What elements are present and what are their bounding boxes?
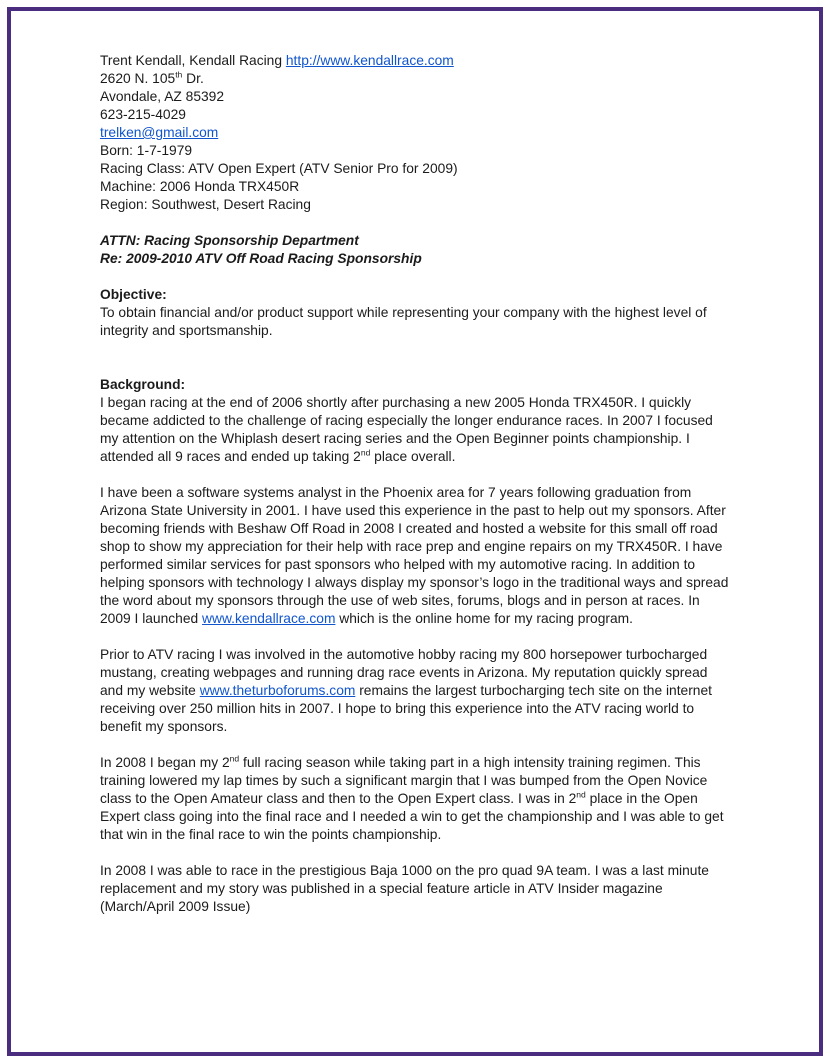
ordinal-suffix: nd: [229, 753, 240, 764]
kendallrace-link[interactable]: www.kendallrace.com: [202, 611, 336, 626]
paragraph-text: In 2008 I began my 2: [100, 755, 230, 770]
background-heading: Background:: [100, 377, 186, 392]
ordinal-suffix: nd: [360, 447, 371, 458]
contact-address-line: [100, 70, 734, 88]
paragraph-text: remains the largest turbocharging tech site on the internet receiving over 250 million hits in 2007. I hope to bring this experience into the ATV racing world to benefit my sponsors.: [100, 683, 712, 734]
address-ordinal-suffix: th: [175, 69, 183, 80]
address-street: 2620 N. 105: [100, 71, 176, 86]
contact-name-line: [100, 52, 734, 70]
paragraph-text: which is the online home for my racing program.: [335, 611, 633, 626]
background-paragraph-5: In 2008 I was able to race in the prestigious Baja 1000 on the pro quad 9A team. I was a last minute replacement and my story was published in a special feature article in ATV Insider magazine (March/April 2009 Issue): [100, 863, 709, 914]
re-line: Re: 2009-2010 ATV Off Road Racing Sponsorship: [100, 251, 422, 266]
objective-heading: Objective:: [100, 287, 167, 302]
contact-racing-class-line: Racing Class: ATV Open Expert (ATV Senior Pro for 2009): [100, 161, 458, 176]
contact-born-line: Born: 1-7-1979: [100, 143, 193, 158]
contact-machine-line: Machine: 2006 Honda TRX450R: [100, 179, 300, 194]
email-link[interactable]: trelken@gmail.com: [100, 125, 219, 140]
attn-line: ATTN: Racing Sponsorship Department: [100, 233, 359, 248]
contact-region-line: Region: Southwest, Desert Racing: [100, 197, 311, 212]
background-paragraph-4: [100, 754, 734, 844]
website-link[interactable]: http://www.kendallrace.com: [285, 53, 454, 68]
background-paragraph-3: [100, 646, 734, 736]
spacer: [100, 268, 734, 286]
background-paragraph-1: [100, 394, 734, 466]
paragraph-text: full racing season while taking part in a high intensity training regimen. This training lowered my lap times by such a significant margin that I was bumped from the Open Novice class to the Open Amateur class and then to the Open Expert class. I was in 2: [100, 755, 708, 806]
letter-content: [11, 11, 819, 916]
spacer: [100, 214, 734, 232]
paragraph-text: I began racing at the end of 2006 shortly after purchasing a new 2005 Honda TRX450R. I quickly became addicted to the challenge of racing especially the longer endurance races. In 2007 I focused my attention on the Whiplash desert racing series and the Open Beginner points championship. I attended all 9 races and ended up taking 2: [100, 395, 713, 464]
contact-city-line: Avondale, AZ 85392: [100, 89, 225, 104]
contact-email-line: [100, 124, 734, 142]
paragraph-text: Prior to ATV racing I was involved in the automotive hobby racing my 800 horsepower turbocharged mustang, creating webpages and running drag race events in Arizona. My reputation quickly spread and my website: [100, 647, 708, 698]
objective-body: To obtain financial and/or product support while representing your company with the highest level of integrity and sportsmanship.: [100, 305, 707, 338]
turboforums-link[interactable]: www.theturboforums.com: [199, 683, 356, 698]
paragraph-text: place overall.: [370, 449, 456, 464]
contact-phone-line: 623-215-4029: [100, 107, 186, 122]
paragraph-text: I have been a software systems analyst in the Phoenix area for 7 years following graduation from Arizona State University in 2001. I have used this experience in the past to help out my sponsors. After becoming friends with Beshaw Off Road in 2008 I created and hosted a website for this small off road shop to show my appreciation for their help with race prep and engine repairs on my TRX450R. I have performed similar services for past sponsors who helped with my automotive racing. In addition to helping sponsors with technology I always display my sponsor’s logo in the traditional ways and spread the word about my sponsors through the use of web sites, forums, blogs and in person at races. In 2009 I launched: [100, 485, 729, 626]
address-street-suffix: Dr.: [182, 71, 204, 86]
spacer: [100, 358, 734, 376]
contact-name: Trent Kendall, Kendall Racing: [100, 53, 286, 68]
document-page: [7, 7, 823, 1056]
background-paragraph-2: [100, 484, 734, 628]
paragraph-text: place in the Open Expert class going into the final race and I needed a win to get the championship and I was able to get that win in the final race to win the points championship.: [100, 791, 724, 842]
ordinal-suffix: nd: [576, 789, 586, 800]
